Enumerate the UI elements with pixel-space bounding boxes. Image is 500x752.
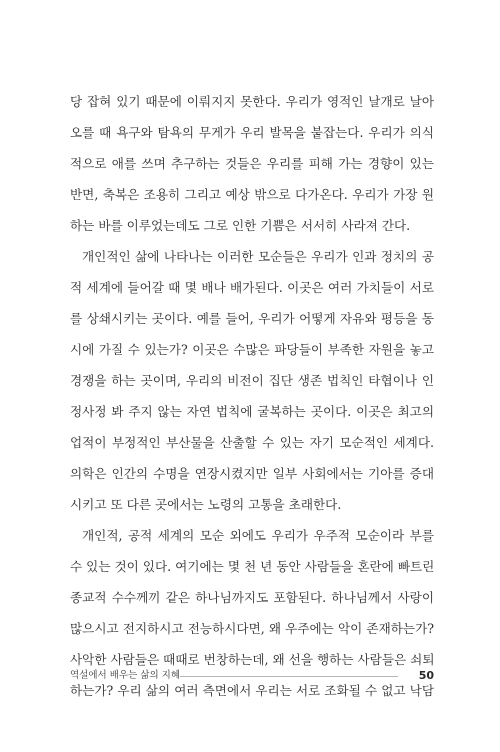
running-title: 역설에서 배우는 삶의 지혜 — [70, 670, 181, 681]
text-line: 수 있는 것이 있다. 여기에는 몇 천 년 동안 사람들을 혼란에 빠트린 — [70, 559, 434, 574]
text-line: 하는 바를 이루었는데도 그로 인한 기쁨은 서서히 사라져 간다. — [70, 218, 411, 233]
text-line: 의학은 인간의 수명을 연장시켰지만 일부 사회에서는 기아를 증대 — [70, 466, 434, 481]
text-line: 하는가? 우리 삶의 여러 측면에서 우리는 서로 조화될 수 없고 낙담 — [70, 683, 434, 698]
text-line: 시키고 또 다른 곳에서는 노령의 고통을 초래한다. — [70, 497, 342, 512]
text-line: 업적이 부정적인 부산물을 산출할 수 있는 자기 모순적인 세계다. — [70, 435, 434, 450]
text-line: 를 상쇄시키는 곳이다. 예를 들어, 우리가 어떻게 자유와 평등을 동 — [70, 311, 434, 326]
footer-divider — [180, 676, 398, 677]
page-number: 50 — [418, 669, 434, 682]
text-line: 개인적, 공적 세계의 모순 외에도 우리가 우주적 모순이라 부를 — [82, 528, 434, 543]
text-line: 적 세계에 들어갈 때 몇 배나 배가된다. 이곳은 여러 가치들이 서로 — [70, 280, 434, 295]
page-footer — [70, 668, 434, 684]
text-line: 정사정 봐 주지 않는 자연 법칙에 굴복하는 곳이다. 이곳은 최고의 — [70, 404, 434, 419]
text-line: 사악한 사람들은 때때로 번창하는데, 왜 선을 행하는 사람들은 쇠퇴 — [70, 652, 434, 667]
text-line: 시에 가질 수 있는가? 이곳은 수많은 파당들이 부족한 자원을 놓고 — [70, 342, 434, 357]
text-line: 경쟁을 하는 곳이며, 우리의 비전이 집단 생존 법칙인 타협이나 인 — [70, 373, 434, 388]
text-line: 개인적인 삶에 나타나는 이러한 모순들은 우리가 인과 정치의 공 — [82, 249, 434, 264]
text-line: 당 잡혀 있기 때문에 이뤄지지 못한다. 우리가 영적인 날개로 날아 — [70, 94, 434, 109]
text-line: 종교적 수수께끼 같은 하나님까지도 포함된다. 하나님께서 사랑이 — [70, 590, 434, 605]
text-line: 오를 때 욕구와 탐욕의 무게가 우리 발목을 붙잡는다. 우리가 의식 — [70, 125, 434, 140]
text-line: 적으로 애를 쓰며 추구하는 것들은 우리를 피해 가는 경향이 있는 — [70, 156, 434, 171]
text-line: 많으시고 전지하시고 전능하시다면, 왜 우주에는 악이 존재하는가? — [70, 621, 434, 636]
text-line: 반면, 축복은 조용히 그리고 예상 밖으로 다가온다. 우리가 가장 원 — [70, 187, 434, 202]
